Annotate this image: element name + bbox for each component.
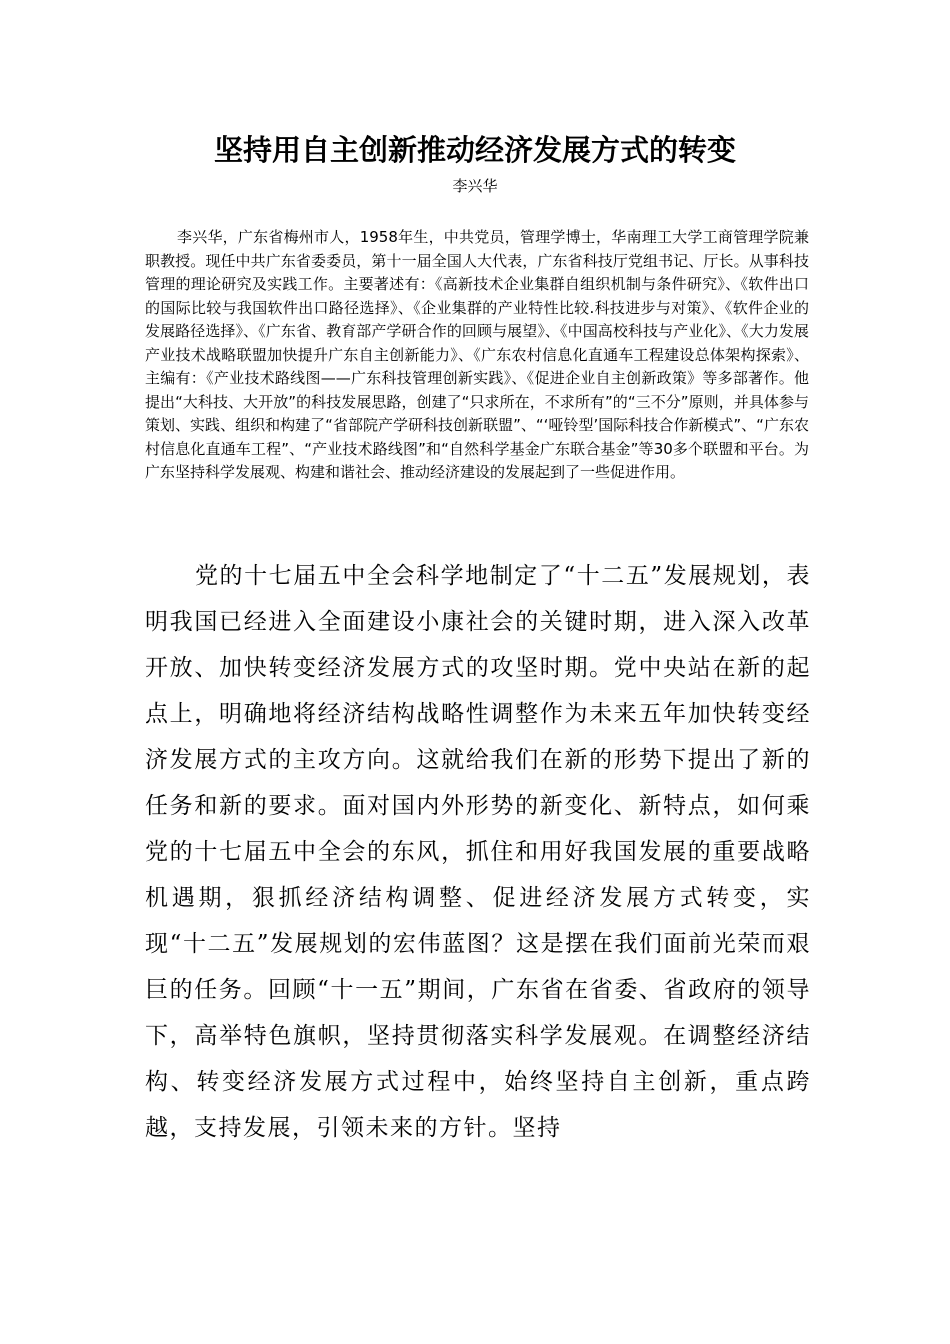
body-paragraph: 党的十七届五中全会科学地制定了“十二五”发展规划，表明我国已经进入全面建设小康社会的关键时期，进入深入改革开放、加快转变经济发展方式的攻坚时期。党中央站在新的起点上，明确地将经济结构战略性调整作为未来五年加快转变经济发展方式的主攻方向。这就给我们在新的形势下提出了新的任务和新的要求。面对国内外形势的新变化、新特点，如何乘党的十七届五中全会的东风，抓住和用好我国发展的重要战略机遇期，狠抓经济结构调整、促进经济发展方式转变，实现“十二五”发展规划的宏伟蓝图？这是摆在我们面前光荣而艰巨的任务。回顾“十一五”期间，广东省在省委、省政府的领导下，高举特色旗帜，坚持贯彻落实科学发展观。在调整经济结构、转变经济发展方式过程中，始终坚持自主创新，重点跨越，支持发展，引领未来的方针。坚持 [145,563,811,1141]
page-title: 坚持用自主创新推动经济发展方式的转变 [213,133,736,167]
author-name: 李兴华 [452,177,498,195]
author-bio: 李兴华，广东省梅州市人，1958年生，中共党员，管理学博士，华南理工大学工商管理学院兼职教授。现任中共广东省委委员，第十一届全国人大代表，广东省科技厅党组书记、厅长。从事科技管理的理论研究及实践工作。主要著述有：《高新技术企业集群自组织机制与条件研究》、《软件出口的国际比较与我国软件出口路径选择》、《企业集群的产业特性比较.科技进步与对策》、《软件企业的发展路径选择》、《广东省、教育部产学研合作的回顾与展望》、《中国高校科技与产业化》、《大力发展产业技术战略联盟加快提升广东自主创新能力》、《广东农村信息化直通车工程建设总体架构探索》、主编有：《产业技术路线图——广东科技管理创新实践》、《促进企业自主创新政策》等多部著作。他提出“大科技、大开放”的科技发展思路，创建了“只求所在，不求所有”的“三不分”原则，并具体参与策划、实践、组织和构建了“省部院产学研科技创新联盟”、“‘哑铃型’国际科技合作新模式”、“广东农村信息化直通车工程”、“产业技术路线图”和“自然科学基金广东联合基金”等30多个联盟和平台。为广东坚持科学发展观、构建和谐社会、推动经济建设的发展起到了一些促进作用。 [145,228,809,481]
